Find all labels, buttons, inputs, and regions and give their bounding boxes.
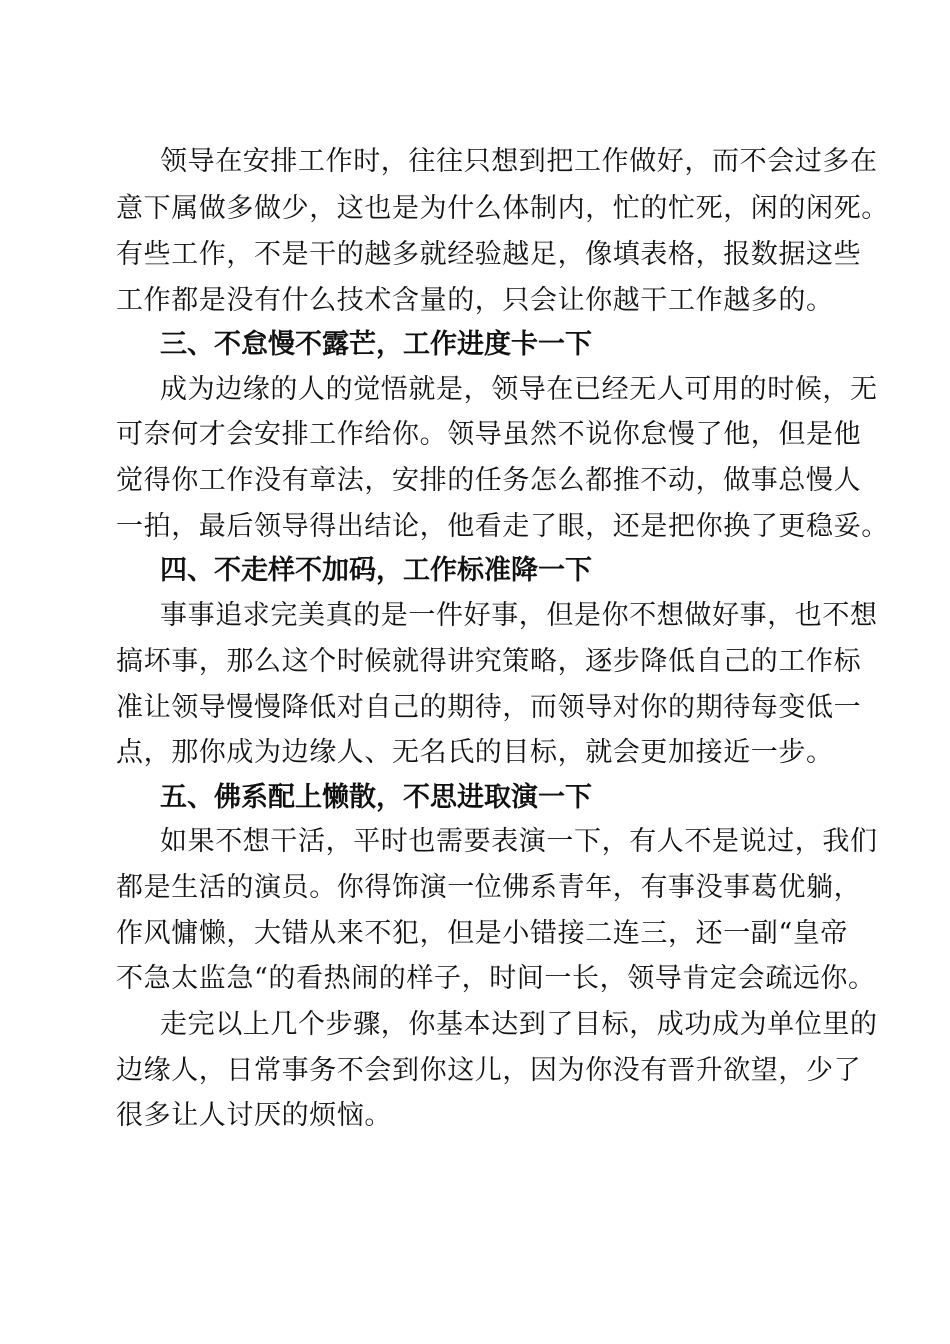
- paragraph-line: 工作都是没有什么技术含量的，只会让你越干工作越多的。: [116, 285, 834, 316]
- paragraph-line: 搞坏事，那么这个时候就得讲究策略，逐步降低自己的工作标: [116, 646, 862, 677]
- paragraph-line: 事事追求完美真的是一件好事，但是你不想做好事，也不想: [160, 600, 878, 631]
- paragraph-line: 走完以上几个步骤，你基本达到了目标，成功成为单位里的: [160, 1009, 878, 1040]
- paragraph-line: 准让领导慢慢降低对自己的期待，而领导对你的期待每变低一: [116, 692, 862, 723]
- paragraph-line: 意下属做多做少，这也是为什么体制内，忙的忙死，闲的闲死。: [116, 193, 889, 224]
- paragraph-line: 可奈何才会安排工作给你。领导虽然不说你怠慢了他，但是他: [116, 419, 862, 450]
- paragraph-line: 作风慵懒，大错从来不犯，但是小错接二连三，还一副“皇帝: [116, 918, 849, 949]
- paragraph-line: 边缘人，日常事务不会到你这儿，因为你没有晋升欲望，少了: [116, 1055, 862, 1086]
- section-heading-5: 五、佛系配上懒散，不思进取演一下: [160, 782, 592, 813]
- paragraph-line: 不急太监急“的看热闹的样子，时间一长，领导肯定会疏远你。: [116, 963, 876, 994]
- paragraph-line: 很多让人讨厌的烦恼。: [116, 1100, 392, 1131]
- paragraph-line: 如果不想干活，平时也需要表演一下，有人不是说过，我们: [160, 826, 878, 857]
- paragraph-line: 领导在安排工作时，往往只想到把工作做好，而不会过多在: [160, 146, 878, 177]
- paragraph-line: 成为边缘的人的觉悟就是，领导在已经无人可用的时候，无: [160, 374, 878, 405]
- paragraph-line: 都是生活的演员。你得饰演一位佛系青年，有事没事葛优躺，: [116, 872, 862, 903]
- section-heading-3: 三、不怠慢不露芒，工作进度卡一下: [160, 329, 592, 360]
- paragraph-line: 点，那你成为边缘人、无名氏的目标，就会更加接近一步。: [116, 737, 834, 768]
- paragraph-line: 有些工作，不是干的越多就经验越足，像填表格，报数据这些: [116, 239, 862, 270]
- paragraph-line: 觉得你工作没有章法，安排的任务怎么都推不动，做事总慢人: [116, 465, 862, 496]
- section-heading-4: 四、不走样不加码，工作标准降一下: [160, 555, 592, 586]
- paragraph-line: 一拍，最后领导得出结论，他看走了眼，还是把你换了更稳妥。: [116, 511, 889, 542]
